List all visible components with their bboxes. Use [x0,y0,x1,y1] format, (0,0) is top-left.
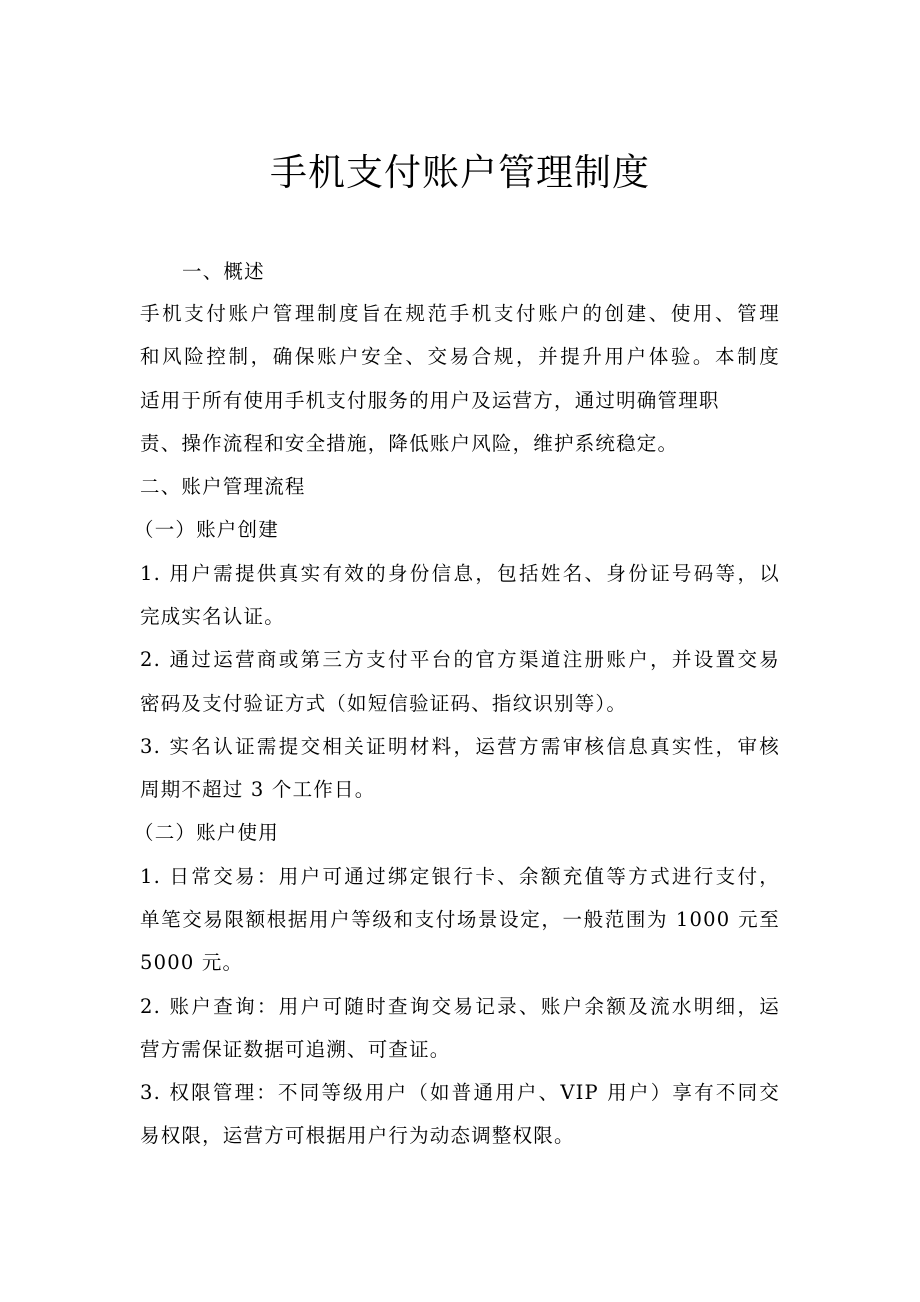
overview-paragraph-line-2: 和风险控制，确保账户安全、交易合规，并提升用户体验。本制度 [140,345,780,368]
overview-paragraph-line-3: 适用于所有使用手机支付服务的用户及运营方，通过明确管理职 [140,389,720,412]
creation-item-2-line-1: 2. 通过运营商或第三方支付平台的官方渠道注册账户，并设置交易 [140,648,780,671]
creation-item-3-line-2: 周期不超过 3 个工作日。 [140,778,376,801]
document-title: 手机支付账户管理制度 [270,151,650,194]
usage-item-3-line-1: 3. 权限管理：不同等级用户（如普通用户、VIP 用户）享有不同交 [140,1081,780,1104]
usage-item-3-line-2: 易权限，运营方可根据用户行为动态调整权限。 [140,1124,575,1147]
creation-item-1-line-2: 完成实名认证。 [140,605,285,628]
usage-item-2-line-2: 营方需保证数据可追溯、可查证。 [140,1038,451,1061]
usage-item-1-line-2: 单笔交易限额根据用户等级和支付场景设定，一般范围为 1000 元至 [140,908,780,931]
creation-item-1-line-1: 1. 用户需提供真实有效的身份信息，包括姓名、身份证号码等，以 [140,562,780,585]
creation-item-2-line-2: 密码及支付验证方式（如短信验证码、指纹识别等）。 [140,692,628,715]
section-heading-account-process: 二、账户管理流程 [140,475,306,498]
subsection-heading-account-creation: （一）账户创建 [134,518,279,541]
creation-item-3-line-1: 3. 实名认证需提交相关证明材料，运营方需审核信息真实性，审核 [140,735,780,758]
usage-item-2-line-1: 2. 账户查询：用户可随时查询交易记录、账户余额及流水明细，运 [140,995,780,1018]
usage-item-1-line-3: 5000 元。 [140,951,244,974]
section-heading-overview: 一、概述 [182,260,265,283]
overview-paragraph-line-1: 手机支付账户管理制度旨在规范手机支付账户的创建、使用、管理 [140,302,780,325]
usage-item-1-line-1: 1. 日常交易：用户可通过绑定银行卡、余额充值等方式进行支付， [140,865,780,888]
subsection-heading-account-usage: （二）账户使用 [134,821,279,844]
overview-paragraph-line-4: 责、操作流程和安全措施，降低账户风险，维护系统稳定。 [140,432,679,455]
